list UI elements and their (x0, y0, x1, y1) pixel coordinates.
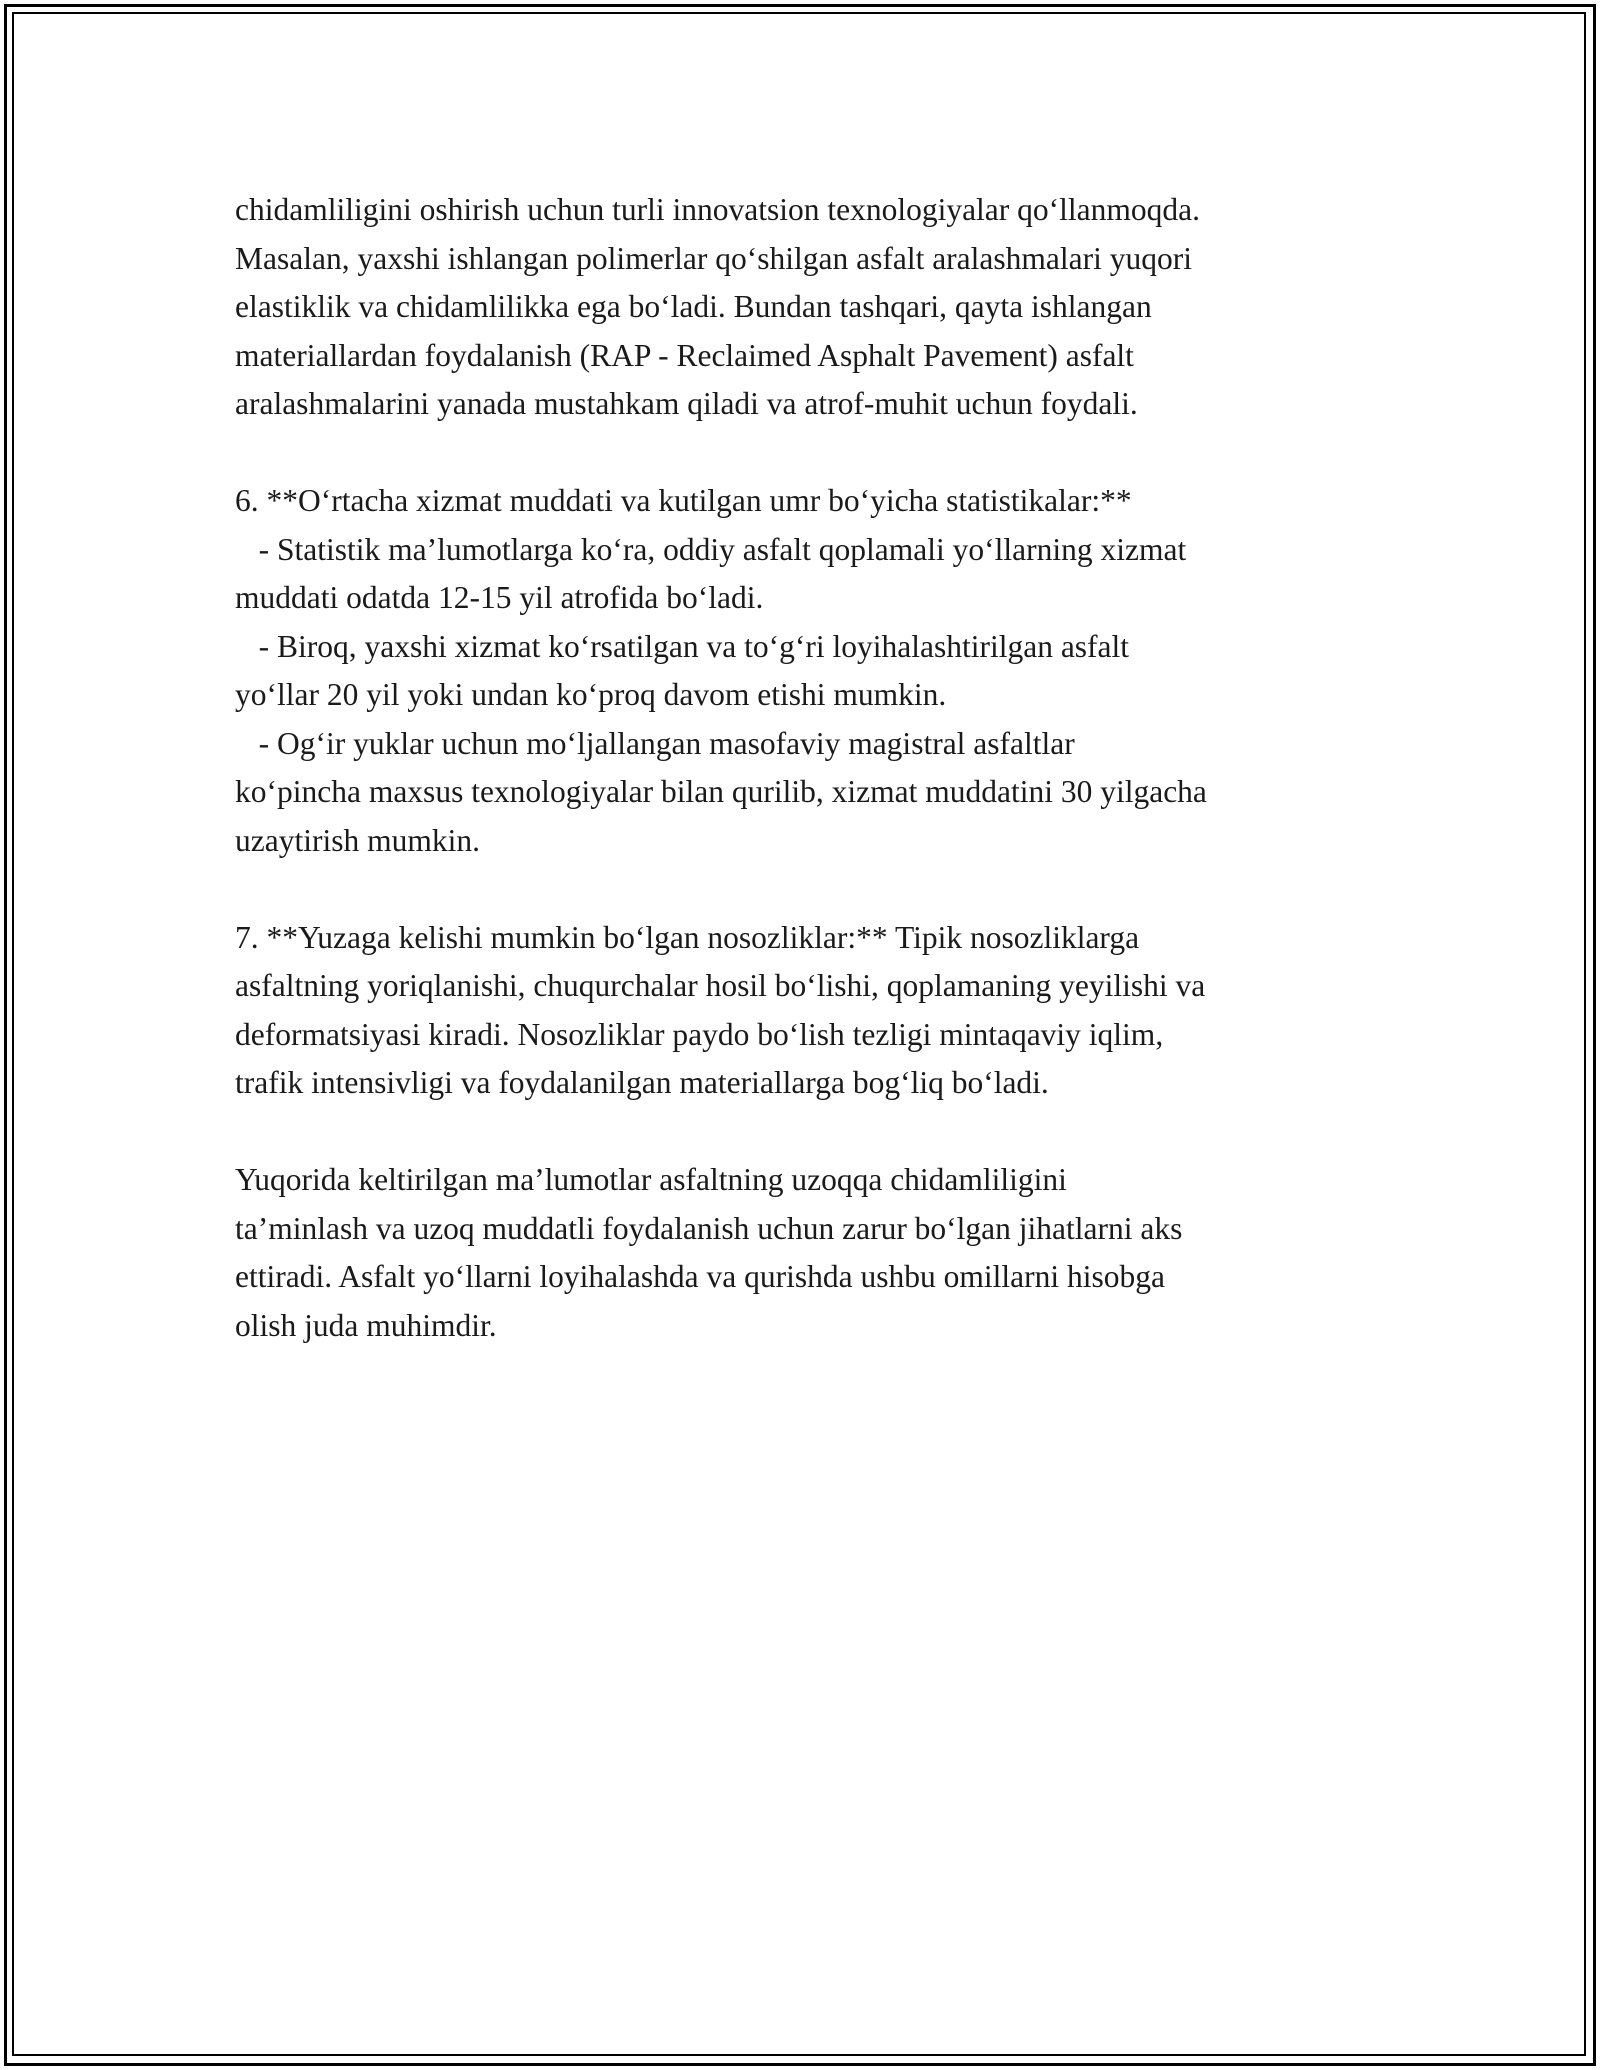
paragraph-service-life-statistics (235, 477, 1415, 865)
text-line: ta’minlash va uzoq muddatli foydalanish uchun zarur bo‘lgan jihatlarni aks (235, 1210, 1183, 1246)
paragraph-possible-defects (235, 914, 1415, 1108)
text-line: uzaytirish mumkin. (235, 822, 480, 858)
paragraph-spacer (235, 865, 1415, 914)
section-heading-line: 7. **Yuzaga kelishi mumkin bo‘lgan nosozliklar:** Tipik nosozliklarga (235, 919, 1140, 955)
text-line: deformatsiyasi kiradi. Nosozliklar paydo bo‘lish tezligi mintaqaviy iqlim, (235, 1016, 1164, 1052)
text-line: Masalan, yaxshi ishlangan polimerlar qo‘shilgan asfalt aralashmalari yuqori (235, 240, 1192, 276)
text-line: yo‘llar 20 yil yoki undan ko‘proq davom etishi mumkin. (235, 677, 947, 712)
text-line: materiallardan foydalanish (RAP - Reclaimed Asphalt Pavement) asfalt (235, 337, 1134, 373)
text-line: - Og‘ir yuklar uchun mo‘ljallangan masofaviy magistral asfaltlar (235, 725, 1075, 761)
text-line: ettiradi. Asfalt yo‘llarni loyihalashda va qurishda ushbu omillarni hisobga (235, 1259, 1165, 1294)
text-line: elastiklik va chidamlilikka ega bo‘ladi. Bundan tashqari, qayta ishlangan (235, 289, 1152, 324)
text-line: aralashmalarini yanada mustahkam qiladi va atrof-muhit uchun foydali. (235, 386, 1138, 421)
text-line: muddati odatda 12-15 yil atrofida bo‘ladi. (235, 580, 764, 615)
text-line: chidamliligini oshirish uchun turli innovatsion texnologiyalar qo‘llanmoqda. (235, 192, 1200, 227)
text-line: olish juda muhimdir. (235, 1307, 497, 1343)
text-line: Yuqorida keltirilgan ma’lumotlar asfaltning uzoqqa chidamliligini (235, 1162, 1067, 1197)
paragraph-conclusion (235, 1156, 1415, 1350)
paragraph-spacer (235, 1108, 1415, 1157)
text-line: asfaltning yoriqlanishi, chuqurchalar hosil bo‘lishi, qoplamaning yeyilishi va (235, 968, 1206, 1003)
document-body (235, 186, 1415, 1350)
text-line: trafik intensivligi va foydalanilgan materiallarga bog‘liq bo‘ladi. (235, 1065, 1049, 1100)
text-line: ko‘pincha maxsus texnologiyalar bilan qurilib, xizmat muddatini 30 yilgacha (235, 774, 1207, 809)
text-line: - Statistik ma’lumotlarga ko‘ra, oddiy asfalt qoplamali yo‘llarning xizmat (235, 531, 1187, 567)
paragraph-durability-technologies (235, 186, 1415, 429)
paragraph-spacer (235, 429, 1415, 478)
section-heading-line: 6. **O‘rtacha xizmat muddati va kutilgan umr bo‘yicha statistikalar:** (235, 483, 1132, 518)
text-line: - Biroq, yaxshi xizmat ko‘rsatilgan va to‘g‘ri loyihalashtirilgan asfalt (235, 628, 1130, 664)
